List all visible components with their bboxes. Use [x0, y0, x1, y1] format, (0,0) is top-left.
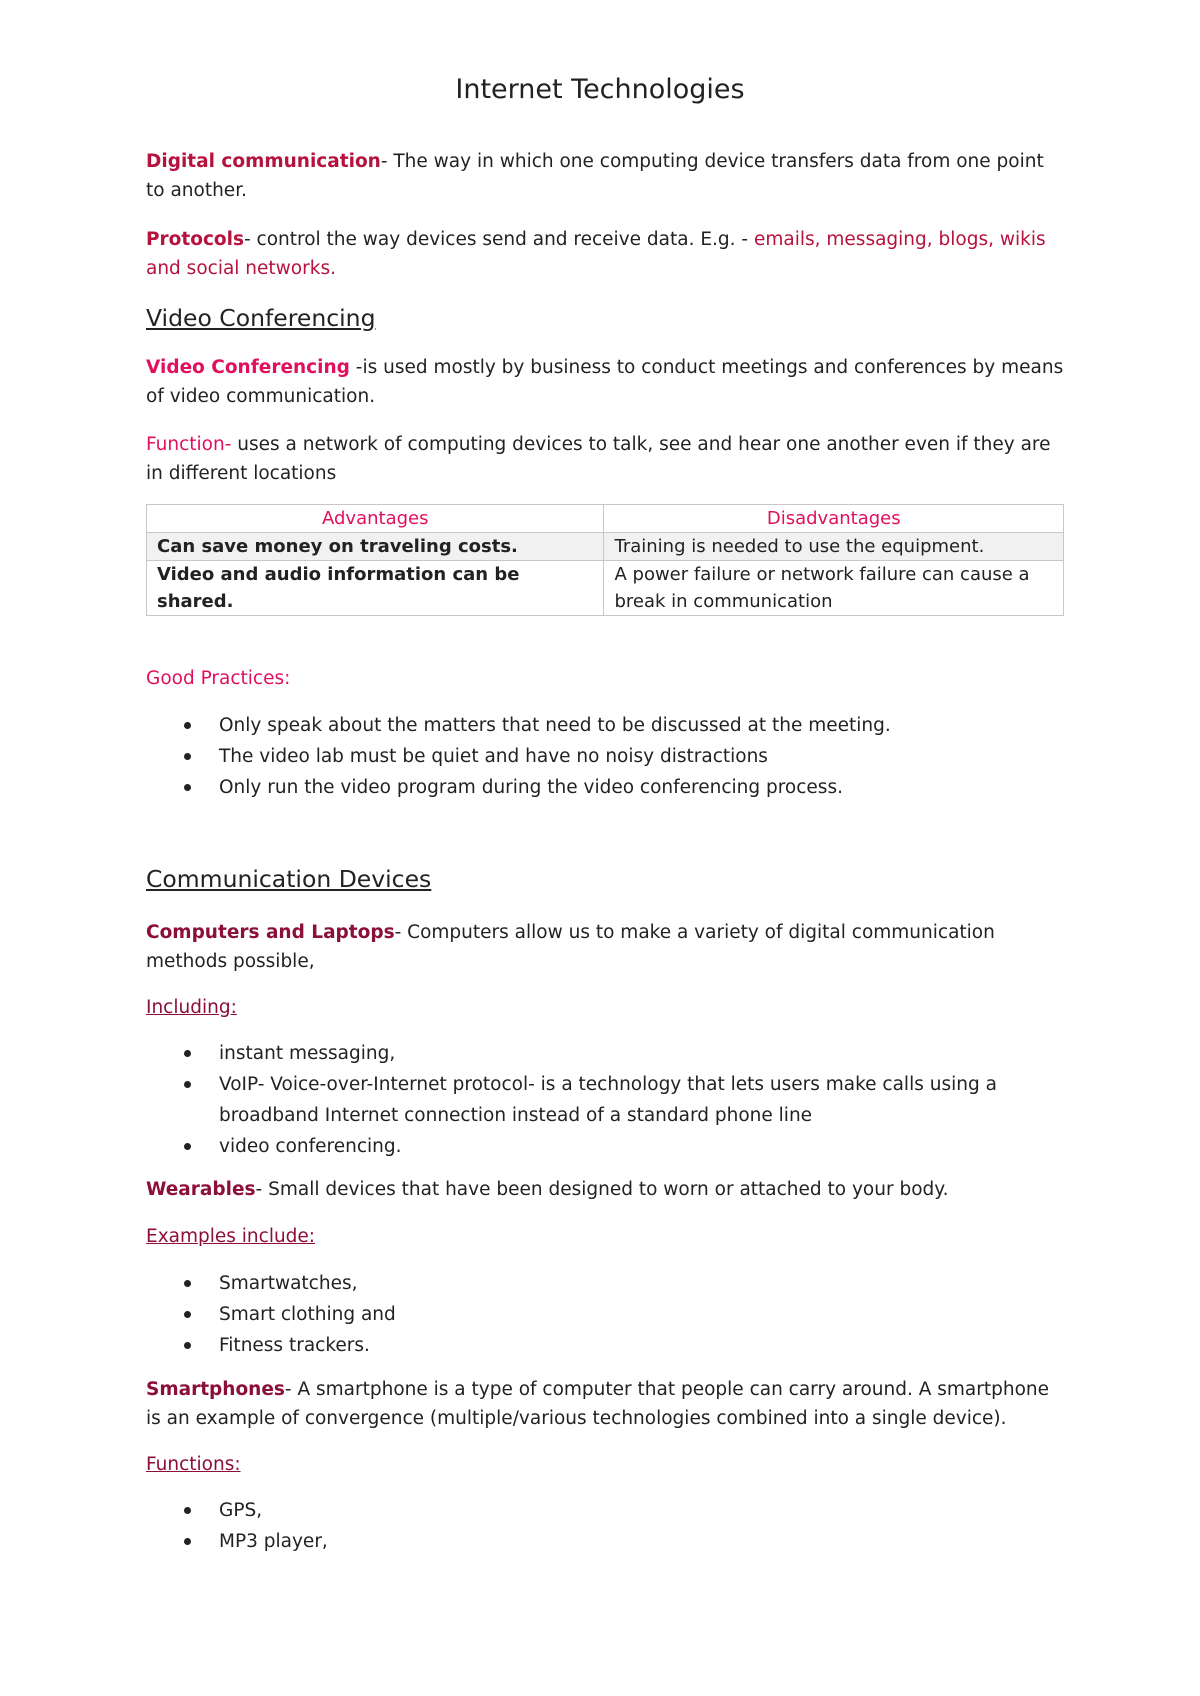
table-cell-advantage: Can save money on traveling costs. [147, 533, 604, 561]
bullet-icon [184, 1538, 191, 1545]
list-item: GPS, [146, 1495, 1066, 1526]
table-cell-disadvantage: A power failure or network failure can cause a break in communication [604, 561, 1064, 616]
bullet-icon [184, 1342, 191, 1349]
digital-communication-paragraph [146, 147, 1066, 205]
digital-communication-term: Digital communication [146, 151, 381, 172]
list-item: Smartwatches, [146, 1268, 1066, 1299]
list-item: VoIP- Voice-over-Internet protocol- is a technology that lets users make calls using a broadband Internet connection instead of a standard phone line [146, 1069, 1066, 1131]
protocols-definition: - control the way devices send and receive data. E.g. - [243, 229, 754, 250]
document-title: Internet Technologies [455, 74, 745, 105]
table-row [147, 533, 1064, 561]
including-list [146, 1038, 1066, 1162]
list-item: Only speak about the matters that need to be discussed at the meeting. [146, 710, 1066, 741]
list-item: video conferencing. [146, 1131, 1066, 1162]
advantages-header: Advantages [147, 505, 604, 533]
bullet-icon [184, 1311, 191, 1318]
list-item: MP3 player, [146, 1526, 1066, 1557]
bullet-icon [184, 722, 191, 729]
examples-list [146, 1268, 1066, 1361]
video-conferencing-paragraph [146, 353, 1066, 411]
disadvantages-header: Disadvantages [604, 505, 1064, 533]
table-cell-advantage: Video and audio information can be shared. [147, 561, 604, 616]
functions-list [146, 1495, 1066, 1557]
bullet-icon [184, 1507, 191, 1514]
protocols-examples: emails, messaging, blogs, wikis and social networks. [146, 229, 1046, 279]
list-item: Only run the video program during the video conferencing process. [146, 772, 1066, 803]
list-item: The video lab must be quiet and have no noisy distractions [146, 741, 1066, 772]
smartphones-paragraph [146, 1375, 1066, 1433]
examples-label: Examples include: [146, 1226, 316, 1247]
list-item: instant messaging, [146, 1038, 1066, 1069]
good-practices-label: Good Practices: [146, 668, 291, 689]
bullet-icon [184, 1143, 191, 1150]
smartphones-term: Smartphones [146, 1379, 285, 1400]
communication-devices-heading: Communication Devices [146, 865, 432, 893]
video-conferencing-term: Video Conferencing [146, 357, 350, 378]
computers-paragraph [146, 918, 1066, 976]
table-header-row [147, 505, 1064, 533]
good-practices-list [146, 710, 1066, 803]
functions-label: Functions: [146, 1454, 241, 1475]
table-cell-disadvantage: Training is needed to use the equipment. [604, 533, 1064, 561]
wearables-term: Wearables [146, 1179, 256, 1200]
table-row [147, 561, 1064, 616]
video-conferencing-heading: Video Conferencing [146, 304, 376, 332]
list-item: Smart clothing and [146, 1299, 1066, 1330]
including-label: Including: [146, 997, 237, 1018]
protocols-term: Protocols [146, 229, 244, 250]
smartphones-definition: - A smartphone is a type of computer that people can carry around. A smartphone is an example of convergence (multiple/various technologies combined into a single device). [146, 1379, 1049, 1429]
function-definition: uses a network of computing devices to talk, see and hear one another even if they are in different locations [146, 434, 1051, 484]
bullet-icon [184, 1050, 191, 1057]
computers-definition: - Computers allow us to make a variety of digital communication methods possible, [146, 922, 995, 972]
protocols-paragraph [146, 225, 1066, 283]
bullet-icon [184, 753, 191, 760]
bullet-icon [184, 1081, 191, 1088]
bullet-icon [184, 1280, 191, 1287]
computers-term: Computers and Laptops [146, 922, 395, 943]
advantages-disadvantages-table [146, 504, 1064, 616]
bullet-icon [184, 784, 191, 791]
digital-communication-definition: - The way in which one computing device transfers data from one point to another. [146, 151, 1044, 201]
list-item: Fitness trackers. [146, 1330, 1066, 1361]
function-paragraph [146, 430, 1066, 488]
wearables-definition: - Small devices that have been designed to worn or attached to your body. [255, 1179, 949, 1200]
function-term: Function- [146, 434, 232, 455]
video-conferencing-definition: -is used mostly by business to conduct meetings and conferences by means of video communication. [146, 357, 1064, 407]
wearables-paragraph [146, 1175, 1066, 1204]
